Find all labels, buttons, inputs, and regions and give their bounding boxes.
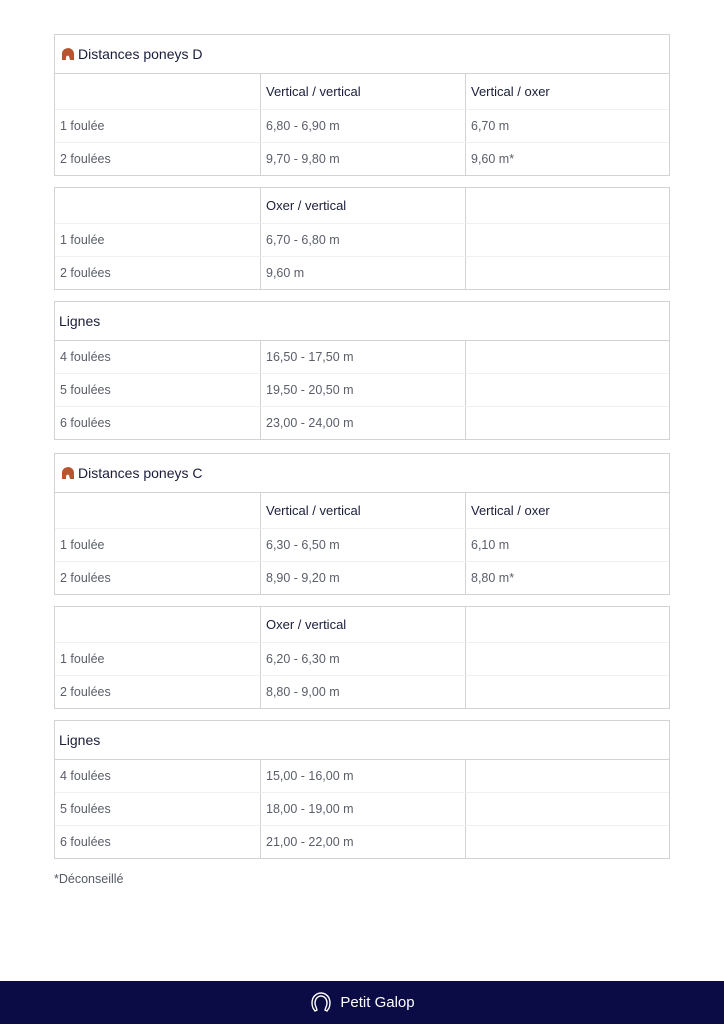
table-header-row: Vertical / vertical Vertical / oxer bbox=[55, 493, 669, 529]
table-header-row: Oxer / vertical bbox=[55, 607, 669, 643]
table-row: 2 foulées 9,70 - 9,80 m 9,60 m* bbox=[55, 143, 669, 175]
table-header-row: Vertical / vertical Vertical / oxer bbox=[55, 74, 669, 110]
footnote: *Déconseillé bbox=[54, 872, 124, 886]
table-poneys-d-lignes bbox=[54, 301, 670, 440]
table-poneys-c-oxer-vertical bbox=[54, 606, 670, 709]
section-title: Distances poneys D bbox=[55, 35, 669, 74]
table-row: 2 foulées 9,60 m bbox=[55, 257, 669, 289]
horseshoe-icon bbox=[309, 991, 333, 1015]
table-row: 1 foulée 6,20 - 6,30 m bbox=[55, 643, 669, 676]
table-row: 1 foulée 6,80 - 6,90 m 6,70 m bbox=[55, 110, 669, 143]
table-row: 2 foulées 8,80 - 9,00 m bbox=[55, 676, 669, 708]
table-row: 5 foulées 18,00 - 19,00 m bbox=[55, 793, 669, 826]
table-header-row: Oxer / vertical bbox=[55, 188, 669, 224]
table-poneys-d-oxer-vertical bbox=[54, 187, 670, 290]
table-row: 5 foulées 19,50 - 20,50 m bbox=[55, 374, 669, 407]
footer-bar bbox=[0, 981, 724, 1024]
brand-name: Petit Galop bbox=[340, 994, 415, 1011]
table-row: 4 foulées 15,00 - 16,00 m bbox=[55, 760, 669, 793]
table-poneys-c-doubles bbox=[54, 453, 670, 595]
table-row: 1 foulée 6,70 - 6,80 m bbox=[55, 224, 669, 257]
table-title: Lignes bbox=[55, 721, 669, 760]
table-row: 6 foulées 23,00 - 24,00 m bbox=[55, 407, 669, 439]
section-title: Distances poneys C bbox=[55, 454, 669, 493]
table-title: Lignes bbox=[55, 302, 669, 341]
table-poneys-c-lignes bbox=[54, 720, 670, 859]
table-row: 1 foulée 6,30 - 6,50 m 6,10 m bbox=[55, 529, 669, 562]
horse-head-icon bbox=[59, 47, 75, 61]
table-poneys-d-doubles bbox=[54, 34, 670, 176]
table-row: 4 foulées 16,50 - 17,50 m bbox=[55, 341, 669, 374]
horse-head-icon bbox=[59, 466, 75, 480]
table-row: 2 foulées 8,90 - 9,20 m 8,80 m* bbox=[55, 562, 669, 594]
table-row: 6 foulées 21,00 - 22,00 m bbox=[55, 826, 669, 858]
